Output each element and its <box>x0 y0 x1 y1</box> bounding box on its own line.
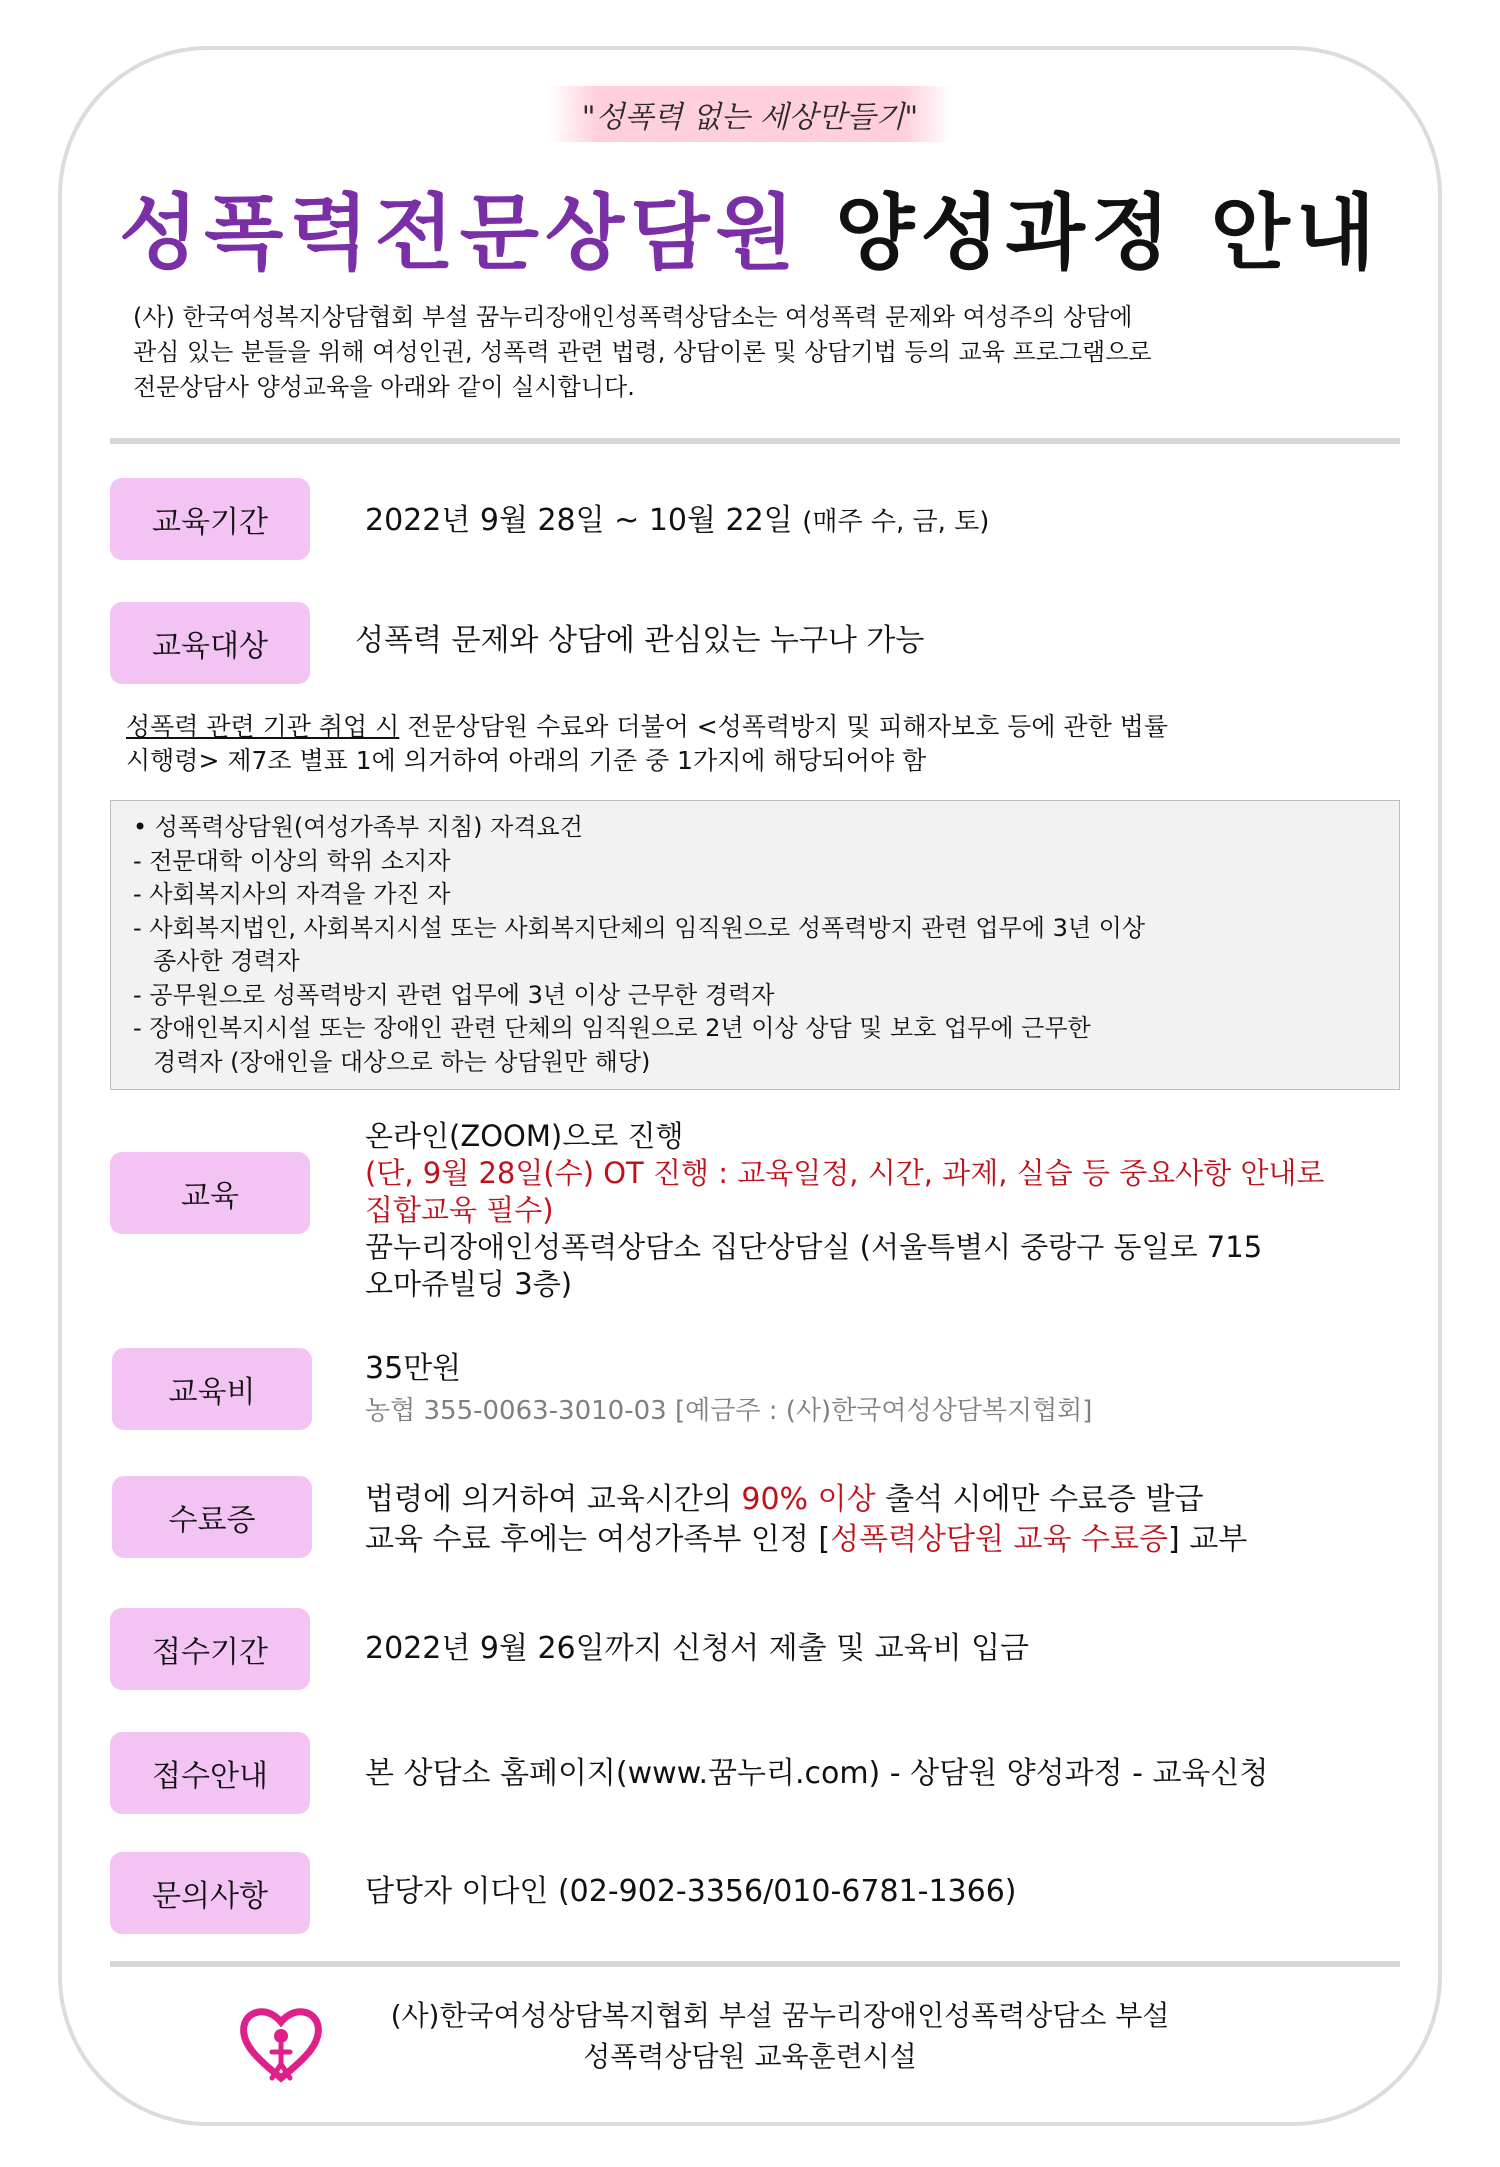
divider-bottom <box>110 1961 1400 1967</box>
certificate-line1a: 법령에 의거하여 교육시간의 <box>365 1482 742 1517</box>
education-location: 꿈누리장애인성폭력상담소 집단상담실 (서울특별시 중랑구 동일로 715 <box>365 1230 1263 1264</box>
criteria-item: • 성폭력상담원(여성가족부 지침) 자격요건 <box>133 813 583 841</box>
certificate-details <box>365 1480 1247 1560</box>
title-highlight: 성폭력전문상담원 <box>118 186 801 281</box>
certificate-line1b: 출석 시에만 수료증 발급 <box>875 1482 1204 1517</box>
page-title <box>0 168 1500 285</box>
intro-line: 관심 있는 분들을 위해 여성인권, 성폭력 관련 법령, 상담이론 및 상담기법 등의 교육 프로그램으로 <box>133 338 1152 366</box>
slogan-banner <box>0 86 1500 142</box>
apply-label: 접수안내 <box>110 1732 310 1814</box>
certificate-line2a: 교육 수료 후에는 여성가족부 인정 [ <box>365 1522 831 1557</box>
contact-label: 문의사항 <box>110 1852 310 1934</box>
education-line: 온라인(ZOOM)으로 진행 <box>365 1119 684 1153</box>
education-details <box>365 1118 1324 1303</box>
footer <box>0 1995 1500 2077</box>
criteria-box <box>110 800 1400 1090</box>
criteria-item: - 전문대학 이상의 학위 소지자 <box>133 846 451 875</box>
title-rest: 양성과정 안내 <box>835 186 1382 281</box>
criteria-item: - 사회복지사의 자격을 가진 자 <box>133 880 451 908</box>
education-location-2: 오마쥬빌딩 3층) <box>365 1267 573 1301</box>
apply-value: 본 상담소 홈페이지(www.꿈누리.com) - 상담원 양성과정 - 교육신청 <box>365 1756 1269 1791</box>
fee-account: 농협 355-0063-3010-03 [예금주 : (사)한국여성상담복지협회] <box>365 1396 1093 1426</box>
target-value: 성폭력 문제와 상담에 관심있는 누구나 가능 <box>355 623 925 658</box>
note-line1: 전문상담원 수료와 더불어 <성폭력방지 및 피해자보호 등에 관한 법률 <box>399 712 1168 741</box>
contact-value: 담당자 이다인 (02-902-3356/010-6781-1366) <box>365 1874 1017 1909</box>
criteria-item: - 장애인복지시설 또는 장애인 관련 단체의 임직원으로 2년 이상 상담 및 보호 업무에 근무한 <box>133 1014 1091 1042</box>
criteria-item: 경력자 (장애인을 대상으로 하는 상담원만 해당) <box>153 1047 651 1076</box>
intro-line: 전문상담사 양성교육을 아래와 같이 실시합니다. <box>133 373 635 401</box>
fee-label: 교육비 <box>112 1348 312 1430</box>
certificate-line2b: ] 교부 <box>1167 1522 1248 1557</box>
footer-line2: 성폭력상담원 교육훈련시설 <box>583 2040 917 2073</box>
slogan: "성폭력 없는 세상만들기" <box>548 86 952 142</box>
footer-line1: (사)한국여성상담복지협회 부설 꿈누리장애인성폭력상담소 부설 <box>390 1999 1170 2032</box>
education-label: 교육 <box>110 1152 310 1234</box>
period-dates: 2022년 9월 28일 ~ 10월 22일 <box>365 503 793 538</box>
deadline-value: 2022년 9월 26일까지 신청서 제출 및 교육비 입금 <box>365 1631 1030 1666</box>
period-label: 교육기간 <box>110 478 310 560</box>
intro-line: (사) 한국여성복지상담협회 부설 꿈누리장애인성폭력상담소는 여성폭력 문제와 여성주의 상담에 <box>133 303 1133 331</box>
criteria-item: - 공무원으로 성폭력방지 관련 업무에 3년 이상 근무한 경력자 <box>133 980 775 1009</box>
intro-paragraph <box>133 300 1373 405</box>
period-days: (매주 수, 금, 토) <box>802 507 990 537</box>
criteria-item: 종사한 경력자 <box>153 947 300 975</box>
qualification-note <box>126 710 1376 778</box>
criteria-item: - 사회복지법인, 사회복지시설 또는 사회복지단체의 임직원으로 성폭력방지 관련 업무에 3년 이상 <box>133 913 1146 942</box>
fee-value: 35만원 <box>365 1351 462 1386</box>
note-underlined: 성폭력 관련 기관 취업 시 <box>126 712 400 741</box>
certificate-name: 성폭력상담원 교육 수료증 <box>830 1522 1168 1557</box>
note-line2: 시행령> 제7조 별표 1에 의거하여 아래의 기준 중 1가지에 해당되어야 함 <box>126 746 927 775</box>
certificate-attendance: 90% 이상 <box>741 1482 876 1517</box>
period-value <box>365 502 989 541</box>
education-ot-notice-2: 집합교육 필수) <box>365 1193 554 1227</box>
certificate-label: 수료증 <box>112 1476 312 1558</box>
deadline-label: 접수기간 <box>110 1608 310 1690</box>
education-ot-notice: (단, 9월 28일(수) OT 진행 : 교육일정, 시간, 과제, 실습 등 중요사항 안내로 <box>365 1156 1325 1190</box>
target-label: 교육대상 <box>110 602 310 684</box>
divider-top <box>110 438 1400 444</box>
